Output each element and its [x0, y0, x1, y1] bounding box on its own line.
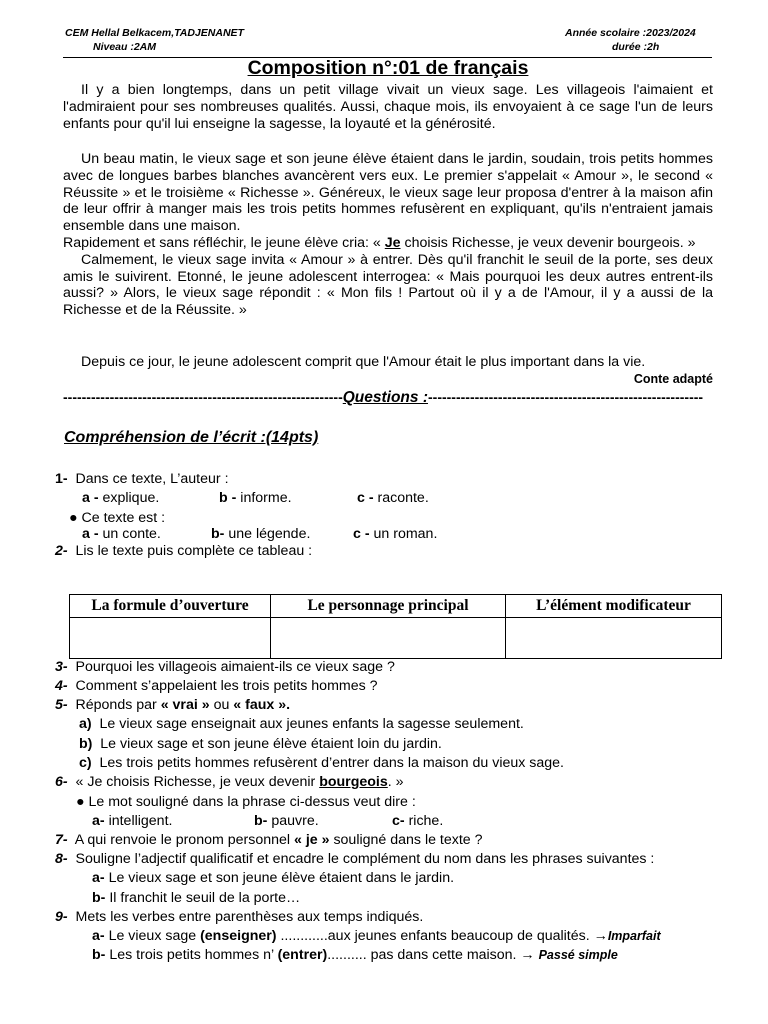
- separator-dashes-right: -----------------------------------------------------------: [428, 389, 704, 405]
- text-block-2: [63, 151, 713, 319]
- class-level: Niveau :2AM: [93, 41, 157, 53]
- text-source: Conte adapté: [633, 372, 713, 386]
- q1-subquestion: ● Ce texte est :: [69, 510, 166, 526]
- q6-option-c: c- riche.: [392, 813, 444, 829]
- question-2-number: 2-: [55, 543, 68, 559]
- q5-statement-b: b) Le vieux sage et son jeune élève étaient loin du jardin.: [79, 736, 442, 752]
- questions-separator: [63, 389, 703, 407]
- question-1-text: Dans ce texte, L’auteur :: [75, 471, 229, 487]
- school-year: Année scolaire :2023/2024: [565, 27, 696, 39]
- q1-sub-option-b: b- une légende.: [211, 526, 311, 542]
- q1-sub-option-c: c - un roman.: [353, 526, 438, 542]
- paragraph-1: Il y a bien longtemps, dans un petit village vivait un vieux sage. Les villageois l'aimaient et l'admiraient pour ses nombreuses qualités. Aussi, chaque mois, ils envoyaient à ce sage l'un de leurs enfants pour qu'il lui enseigne la sagesse, la loyauté et la générosité.: [63, 82, 713, 132]
- q9-sentence-b: b- Les trois petits hommes n’ (entrer).......... pas dans cette maison. → Passé simple: [92, 947, 618, 963]
- paragraph-4: Calmement, le vieux sage invita « Amour » à entrer. Dès qu'il franchit le seuil de la porte, ses deux amis le suivirent. Etonné, le jeune adolescent interrogea: « Mais pourquoi les deux autres entrent-ils aussi? » Alors, le vieux sage répondit : « Mon fils ! Partout où il y a de l'Amour, il y a aussi de la Richesse et de la Réussite. »: [63, 251, 713, 319]
- paragraph-2: Un beau matin, le vieux sage et son jeune élève étaient dans le jardin, soudain, trois petits hommes avec de longues barbes blanches avancèrent vers eux. Le premier s'appelait « Amour », le second « Réussite » et le troisième « Richesse ». Généreux, le vieux sage leur proposa d'entrer à la maison afin de leur offrir à manger mais les trois petits hommes refusèrent en expliquant, qu'ils n'entraient jamais ensemble dans une maison.: [63, 151, 713, 235]
- answer-cell-main-character[interactable]: [271, 618, 506, 659]
- q1-option-a: a - explique.: [82, 490, 160, 506]
- paragraph-3-end: choisis Richesse, je veux devenir bourgeois. »: [400, 234, 696, 251]
- question-2-text: Lis le texte puis complète ce tableau :: [75, 543, 313, 559]
- separator-dashes-left: ------------------------------------------------------------: [63, 389, 343, 405]
- paragraph-3: [63, 235, 713, 252]
- question-7: 7- A qui renvoie le pronom personnel « je » souligné dans le texte ?: [55, 832, 483, 848]
- questions-heading: Questions :: [342, 389, 428, 406]
- question-1: [55, 471, 229, 487]
- section-heading: Compréhension de l’écrit :(14pts): [64, 429, 319, 446]
- page-title: Composition n°:01 de français: [247, 57, 529, 79]
- exam-duration: durée :2h: [612, 41, 660, 53]
- q1-option-b: b - informe.: [219, 490, 292, 506]
- table-answer-row: [70, 618, 722, 659]
- q6-option-a: a- intelligent.: [92, 813, 173, 829]
- paragraph-5: Depuis ce jour, le jeune adolescent comprit que l'Amour était le plus important dans la vie.: [81, 354, 646, 370]
- q1-sub-option-a: a - un conte.: [82, 526, 161, 542]
- q6-option-b: b- pauvre.: [254, 813, 319, 829]
- q5-statement-a: a) Le vieux sage enseignait aux jeunes enfants la sagesse seulement.: [79, 716, 524, 732]
- q9-tense-a: Imparfait: [607, 929, 661, 943]
- paragraph-3-start: Rapidement et sans réfléchir, le jeune élève cria: «: [63, 234, 385, 251]
- question-6: 6- « Je choisis Richesse, je veux devenir bourgeois. »: [55, 774, 404, 790]
- answer-cell-modifying-element[interactable]: [506, 618, 722, 659]
- text-paragraph-1: [63, 82, 713, 132]
- q9-tense-b: Passé simple: [538, 948, 618, 962]
- table-header-opening-formula: La formule d’ouverture: [70, 595, 271, 618]
- question-5: 5- Réponds par « vrai » ou « faux ».: [55, 697, 291, 713]
- q9-sentence-a: a- Le vieux sage (enseigner) ............aux jeunes enfants beaucoup de qualités. →Imparfait: [92, 928, 661, 944]
- underlined-bourgeois: bourgeois: [319, 774, 388, 790]
- answer-cell-opening-formula[interactable]: [70, 618, 271, 659]
- q5-statement-c: c) Les trois petits hommes refusèrent d’entrer dans la maison du vieux sage.: [79, 755, 564, 771]
- question-8: 8- Souligne l’adjectif qualificatif et encadre le complément du nom dans les phrases suivantes :: [55, 851, 655, 867]
- q8-sentence-b: b- Il franchit le seuil de la porte…: [92, 890, 301, 906]
- table-header-row: [70, 595, 722, 618]
- underlined-je: Je: [384, 234, 401, 251]
- question-1-number: 1-: [55, 471, 68, 487]
- question-9: 9- Mets les verbes entre parenthèses aux temps indiqués.: [55, 909, 424, 925]
- school-name: CEM Hellal Belkacem,TADJENANET: [65, 27, 244, 39]
- question-3: 3- Pourquoi les villageois aimaient-ils ce vieux sage ?: [55, 659, 395, 675]
- answer-table: [69, 594, 722, 659]
- q1-option-c: c - raconte.: [357, 490, 429, 506]
- question-4: 4- Comment s’appelaient les trois petits hommes ?: [55, 678, 378, 694]
- question-2: [55, 543, 312, 559]
- table-header-main-character: Le personnage principal: [271, 595, 506, 618]
- q6-subquestion: ● Le mot souligné dans la phrase ci-dessus veut dire :: [76, 794, 416, 810]
- table-header-modifying-element: L’élément modificateur: [506, 595, 722, 618]
- q8-sentence-a: a- Le vieux sage et son jeune élève étaient dans le jardin.: [92, 870, 455, 886]
